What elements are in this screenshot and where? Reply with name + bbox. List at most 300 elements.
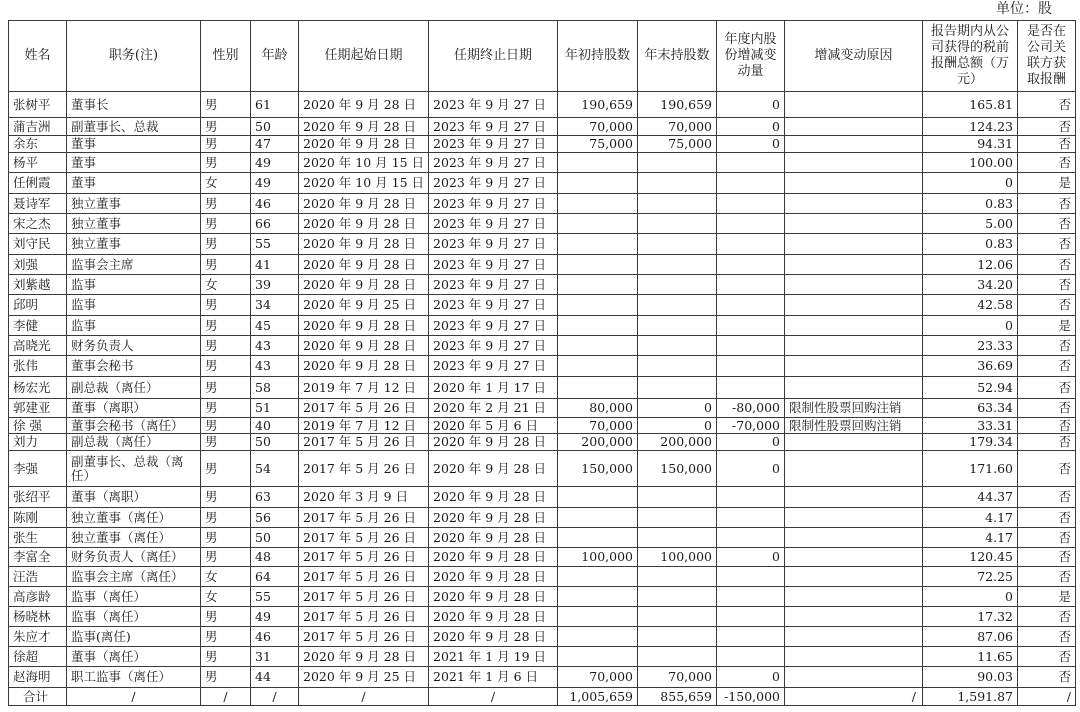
cell-change-reason xyxy=(785,336,923,356)
cell-related-party-pay: 否 xyxy=(1018,607,1076,627)
cell-gender: 男 xyxy=(201,92,251,118)
cell-shares-begin xyxy=(558,336,638,356)
cell-pretax-pay: 1,591.87 xyxy=(923,688,1018,706)
cell-term-start: 2019 年 7 月 12 日 xyxy=(299,377,429,399)
cell-shares-begin xyxy=(558,173,638,194)
table-row xyxy=(9,587,1076,607)
header-shares-begin: 年初持股数 xyxy=(558,21,638,92)
cell-term-start: 2020 年 9 月 28 日 xyxy=(299,647,429,667)
cell-gender: 女 xyxy=(201,567,251,587)
table-row xyxy=(9,336,1076,356)
cell-shares-end: 0 xyxy=(638,399,717,418)
cell-shares-begin xyxy=(558,607,638,627)
cell-related-party-pay: 否 xyxy=(1018,275,1076,295)
cell-term-end: 2020 年 9 月 28 日 xyxy=(429,548,558,567)
cell-gender: 男 xyxy=(201,234,251,255)
table-row xyxy=(9,153,1076,173)
table-row xyxy=(9,356,1076,377)
cell-term-end: 2023 年 9 月 27 日 xyxy=(429,136,558,153)
table-row xyxy=(9,92,1076,118)
header-gender: 性别 xyxy=(201,21,251,92)
cell-change-reason xyxy=(785,173,923,194)
cell-gender: 男 xyxy=(201,377,251,399)
cell-change-reason xyxy=(785,528,923,548)
cell-related-party-pay: 否 xyxy=(1018,487,1076,508)
cell-position: 副董事长、总裁（离任） xyxy=(67,451,201,487)
cell-name: 汪浩 xyxy=(9,567,67,587)
cell-name: 刘守民 xyxy=(9,234,67,255)
cell-related-party-pay: 否 xyxy=(1018,548,1076,567)
cell-pretax-pay: 0.83 xyxy=(923,194,1018,214)
cell-position: 董事（离任） xyxy=(67,647,201,667)
cell-gender: 男 xyxy=(201,214,251,234)
cell-position: 独立董事（离任） xyxy=(67,508,201,528)
cell-related-party-pay: 否 xyxy=(1018,567,1076,587)
cell-shares-begin xyxy=(558,255,638,275)
cell-term-end: 2020 年 1 月 17 日 xyxy=(429,377,558,399)
table-row xyxy=(9,214,1076,234)
cell-age: 49 xyxy=(251,173,299,194)
cell-position: 董事 xyxy=(67,173,201,194)
cell-term-start: 2020 年 3 月 9 日 xyxy=(299,487,429,508)
cell-term-end: 2020 年 9 月 28 日 xyxy=(429,567,558,587)
cell-shares-end xyxy=(638,275,717,295)
cell-term-end: 2023 年 9 月 27 日 xyxy=(429,275,558,295)
cell-position: 董事 xyxy=(67,153,201,173)
cell-shares-begin xyxy=(558,508,638,528)
cell-term-start: 2017 年 5 月 26 日 xyxy=(299,587,429,607)
cell-gender: 男 xyxy=(201,295,251,316)
table-row xyxy=(9,508,1076,528)
cell-age: 48 xyxy=(251,548,299,567)
cell-shares-end: 70,000 xyxy=(638,118,717,136)
cell-related-party-pay: 否 xyxy=(1018,234,1076,255)
cell-change-reason xyxy=(785,627,923,647)
cell-pretax-pay: 165.81 xyxy=(923,92,1018,118)
cell-term-end: 2023 年 9 月 27 日 xyxy=(429,255,558,275)
cell-related-party-pay: 否 xyxy=(1018,508,1076,528)
cell-change-reason xyxy=(785,587,923,607)
cell-name: 杨宏光 xyxy=(9,377,67,399)
cell-name: 张生 xyxy=(9,528,67,548)
cell-share-change xyxy=(717,234,785,255)
cell-shares-begin xyxy=(558,194,638,214)
cell-shares-begin xyxy=(558,487,638,508)
cell-pretax-pay: 44.37 xyxy=(923,487,1018,508)
cell-change-reason xyxy=(785,316,923,336)
cell-term-end: 2020 年 9 月 28 日 xyxy=(429,587,558,607)
cell-gender: 男 xyxy=(201,118,251,136)
cell-term-start: 2020 年 9 月 28 日 xyxy=(299,214,429,234)
cell-term-end: 2023 年 9 月 27 日 xyxy=(429,356,558,377)
table-row xyxy=(9,627,1076,647)
cell-age: 50 xyxy=(251,434,299,451)
cell-pretax-pay: 0 xyxy=(923,587,1018,607)
cell-position: 财务负责人 xyxy=(67,336,201,356)
cell-gender: 男 xyxy=(201,647,251,667)
cell-pretax-pay: 0.83 xyxy=(923,234,1018,255)
cell-name: 余东 xyxy=(9,136,67,153)
cell-term-end: 2023 年 9 月 27 日 xyxy=(429,194,558,214)
cell-age: 44 xyxy=(251,667,299,688)
table-row xyxy=(9,255,1076,275)
cell-shares-end xyxy=(638,356,717,377)
cell-term-start: 2020 年 9 月 28 日 xyxy=(299,255,429,275)
cell-position: 监事（离任） xyxy=(67,607,201,627)
cell-shares-begin: 70,000 xyxy=(558,667,638,688)
cell-term-start: 2020 年 9 月 28 日 xyxy=(299,356,429,377)
cell-name: 高晓光 xyxy=(9,336,67,356)
cell-term-end: 2020 年 9 月 28 日 xyxy=(429,508,558,528)
cell-shares-end: 855,659 xyxy=(638,688,717,706)
cell-change-reason xyxy=(785,434,923,451)
cell-change-reason xyxy=(785,508,923,528)
cell-related-party-pay: / xyxy=(1018,688,1076,706)
cell-shares-begin xyxy=(558,377,638,399)
cell-change-reason: / xyxy=(785,688,923,706)
table-row xyxy=(9,434,1076,451)
cell-share-change xyxy=(717,528,785,548)
cell-position: 监事 xyxy=(67,275,201,295)
cell-term-start: 2019 年 7 月 12 日 xyxy=(299,418,429,434)
cell-shares-end xyxy=(638,153,717,173)
cell-gender: 女 xyxy=(201,173,251,194)
cell-related-party-pay: 否 xyxy=(1018,136,1076,153)
cell-name: 合计 xyxy=(9,688,67,706)
cell-pretax-pay: 34.20 xyxy=(923,275,1018,295)
cell-shares-end: 0 xyxy=(638,418,717,434)
cell-term-end: 2023 年 9 月 27 日 xyxy=(429,214,558,234)
cell-position: 董事（离职） xyxy=(67,487,201,508)
cell-related-party-pay: 否 xyxy=(1018,418,1076,434)
cell-shares-end xyxy=(638,295,717,316)
cell-term-end: 2023 年 9 月 27 日 xyxy=(429,92,558,118)
cell-change-reason xyxy=(785,667,923,688)
cell-name: 张树平 xyxy=(9,92,67,118)
cell-related-party-pay: 是 xyxy=(1018,587,1076,607)
cell-pretax-pay: 23.33 xyxy=(923,336,1018,356)
cell-term-start: 2020 年 9 月 25 日 xyxy=(299,667,429,688)
cell-share-change xyxy=(717,316,785,336)
table-row xyxy=(9,567,1076,587)
cell-pretax-pay: 4.17 xyxy=(923,528,1018,548)
cell-term-start: 2020 年 10 月 15 日 xyxy=(299,173,429,194)
cell-position: 监事（离任） xyxy=(67,587,201,607)
header-term-start: 任期起始日期 xyxy=(299,21,429,92)
cell-term-start: 2020 年 9 月 28 日 xyxy=(299,316,429,336)
cell-shares-end xyxy=(638,173,717,194)
cell-share-change xyxy=(717,255,785,275)
cell-position: 董事 xyxy=(67,136,201,153)
cell-share-change: -70,000 xyxy=(717,418,785,434)
cell-term-start: 2017 年 5 月 26 日 xyxy=(299,434,429,451)
cell-shares-begin xyxy=(558,275,638,295)
cell-term-end: / xyxy=(429,688,558,706)
cell-age: 50 xyxy=(251,118,299,136)
table-row xyxy=(9,548,1076,567)
cell-gender: 男 xyxy=(201,451,251,487)
director-shareholding-table xyxy=(8,20,1076,706)
cell-share-change xyxy=(717,214,785,234)
cell-gender: 男 xyxy=(201,548,251,567)
cell-term-end: 2020 年 9 月 28 日 xyxy=(429,528,558,548)
cell-pretax-pay: 12.06 xyxy=(923,255,1018,275)
cell-gender: 女 xyxy=(201,587,251,607)
cell-position: 副总裁（离任） xyxy=(67,434,201,451)
cell-share-change: 0 xyxy=(717,92,785,118)
cell-shares-end: 150,000 xyxy=(638,451,717,487)
cell-gender: / xyxy=(201,688,251,706)
cell-related-party-pay: 否 xyxy=(1018,399,1076,418)
cell-share-change xyxy=(717,647,785,667)
cell-name: 蒲吉洲 xyxy=(9,118,67,136)
cell-shares-begin xyxy=(558,214,638,234)
cell-shares-end: 200,000 xyxy=(638,434,717,451)
cell-change-reason xyxy=(785,153,923,173)
table-row xyxy=(9,173,1076,194)
cell-term-start: 2020 年 9 月 28 日 xyxy=(299,136,429,153)
cell-pretax-pay: 0 xyxy=(923,173,1018,194)
cell-name: 李富全 xyxy=(9,548,67,567)
cell-change-reason xyxy=(785,451,923,487)
cell-shares-end xyxy=(638,234,717,255)
cell-pretax-pay: 72.25 xyxy=(923,567,1018,587)
cell-age: 49 xyxy=(251,153,299,173)
cell-shares-begin: 150,000 xyxy=(558,451,638,487)
cell-position: 独立董事 xyxy=(67,234,201,255)
total-row xyxy=(9,688,1076,706)
cell-shares-end: 75,000 xyxy=(638,136,717,153)
cell-related-party-pay: 是 xyxy=(1018,316,1076,336)
cell-change-reason xyxy=(785,548,923,567)
cell-shares-begin xyxy=(558,587,638,607)
cell-term-start: 2020 年 9 月 28 日 xyxy=(299,92,429,118)
cell-shares-begin xyxy=(558,528,638,548)
cell-position: / xyxy=(67,688,201,706)
cell-term-end: 2023 年 9 月 27 日 xyxy=(429,295,558,316)
cell-term-end: 2021 年 1 月 6 日 xyxy=(429,667,558,688)
cell-position: 副总裁（离任） xyxy=(67,377,201,399)
cell-age: 58 xyxy=(251,377,299,399)
cell-gender: 男 xyxy=(201,136,251,153)
cell-shares-begin: 75,000 xyxy=(558,136,638,153)
cell-pretax-pay: 100.00 xyxy=(923,153,1018,173)
cell-age: 55 xyxy=(251,587,299,607)
header-pretax-pay: 报告期内从公司获得的税前报酬总额（万元） xyxy=(923,21,1018,92)
cell-term-start: 2020 年 9 月 28 日 xyxy=(299,194,429,214)
cell-shares-begin xyxy=(558,567,638,587)
cell-gender: 女 xyxy=(201,275,251,295)
cell-pretax-pay: 11.65 xyxy=(923,647,1018,667)
cell-pretax-pay: 36.69 xyxy=(923,356,1018,377)
cell-term-end: 2020 年 5 月 6 日 xyxy=(429,418,558,434)
cell-age: 55 xyxy=(251,234,299,255)
cell-shares-begin: 80,000 xyxy=(558,399,638,418)
cell-related-party-pay: 否 xyxy=(1018,377,1076,399)
cell-term-end: 2020 年 9 月 28 日 xyxy=(429,607,558,627)
cell-name: 张伟 xyxy=(9,356,67,377)
cell-term-start: 2020 年 9 月 28 日 xyxy=(299,275,429,295)
table-row xyxy=(9,667,1076,688)
cell-term-end: 2023 年 9 月 27 日 xyxy=(429,336,558,356)
cell-age: 64 xyxy=(251,567,299,587)
cell-shares-end xyxy=(638,316,717,336)
cell-term-end: 2020 年 9 月 28 日 xyxy=(429,487,558,508)
cell-name: 朱应才 xyxy=(9,627,67,647)
header-shares-end: 年末持股数 xyxy=(638,21,717,92)
cell-shares-begin xyxy=(558,316,638,336)
cell-name: 刘紫越 xyxy=(9,275,67,295)
cell-gender: 男 xyxy=(201,528,251,548)
cell-share-change xyxy=(717,336,785,356)
cell-gender: 男 xyxy=(201,607,251,627)
cell-related-party-pay: 否 xyxy=(1018,434,1076,451)
cell-age: 45 xyxy=(251,316,299,336)
cell-shares-end xyxy=(638,528,717,548)
header-name: 姓名 xyxy=(9,21,67,92)
cell-gender: 男 xyxy=(201,399,251,418)
cell-shares-begin xyxy=(558,627,638,647)
cell-age: 61 xyxy=(251,92,299,118)
cell-gender: 男 xyxy=(201,434,251,451)
cell-pretax-pay: 120.45 xyxy=(923,548,1018,567)
cell-shares-begin: 70,000 xyxy=(558,118,638,136)
cell-share-change xyxy=(717,587,785,607)
cell-name: 赵海明 xyxy=(9,667,67,688)
cell-share-change xyxy=(717,487,785,508)
cell-gender: 男 xyxy=(201,153,251,173)
cell-related-party-pay: 否 xyxy=(1018,153,1076,173)
cell-term-end: 2020 年 2 月 21 日 xyxy=(429,399,558,418)
header-change-reason: 增减变动原因 xyxy=(785,21,923,92)
cell-change-reason xyxy=(785,255,923,275)
cell-share-change: 0 xyxy=(717,118,785,136)
cell-change-reason xyxy=(785,356,923,377)
table-row xyxy=(9,316,1076,336)
cell-age: 41 xyxy=(251,255,299,275)
cell-name: 陈刚 xyxy=(9,508,67,528)
cell-shares-end xyxy=(638,487,717,508)
cell-shares-end xyxy=(638,567,717,587)
cell-change-reason xyxy=(785,118,923,136)
table-row xyxy=(9,418,1076,434)
cell-age: 34 xyxy=(251,295,299,316)
cell-related-party-pay: 否 xyxy=(1018,214,1076,234)
cell-position: 董事长 xyxy=(67,92,201,118)
cell-term-start: 2017 年 5 月 26 日 xyxy=(299,567,429,587)
cell-age: 46 xyxy=(251,194,299,214)
cell-change-reason: 限制性股票回购注销 xyxy=(785,399,923,418)
cell-related-party-pay: 是 xyxy=(1018,173,1076,194)
cell-share-change xyxy=(717,377,785,399)
cell-pretax-pay: 63.34 xyxy=(923,399,1018,418)
cell-pretax-pay: 4.17 xyxy=(923,508,1018,528)
cell-related-party-pay: 否 xyxy=(1018,627,1076,647)
cell-name: 杨平 xyxy=(9,153,67,173)
cell-shares-end xyxy=(638,255,717,275)
cell-related-party-pay: 否 xyxy=(1018,647,1076,667)
cell-age: 47 xyxy=(251,136,299,153)
cell-share-change: 0 xyxy=(717,136,785,153)
cell-position: 独立董事 xyxy=(67,214,201,234)
table-body xyxy=(9,92,1076,706)
cell-name: 聂诗军 xyxy=(9,194,67,214)
cell-name: 李健 xyxy=(9,316,67,336)
cell-term-end: 2023 年 9 月 27 日 xyxy=(429,316,558,336)
header-term-end: 任期终止日期 xyxy=(429,21,558,92)
cell-shares-end xyxy=(638,647,717,667)
cell-shares-begin xyxy=(558,647,638,667)
cell-position: 监事会主席 xyxy=(67,255,201,275)
table-row xyxy=(9,487,1076,508)
cell-share-change xyxy=(717,567,785,587)
cell-term-start: 2017 年 5 月 26 日 xyxy=(299,528,429,548)
cell-shares-end xyxy=(638,377,717,399)
cell-name: 宋之杰 xyxy=(9,214,67,234)
cell-name: 刘力 xyxy=(9,434,67,451)
table-row xyxy=(9,295,1076,316)
cell-term-start: 2017 年 5 月 26 日 xyxy=(299,451,429,487)
cell-shares-begin xyxy=(558,153,638,173)
cell-gender: 男 xyxy=(201,508,251,528)
cell-related-party-pay: 否 xyxy=(1018,336,1076,356)
table-row xyxy=(9,647,1076,667)
cell-name: 高彦龄 xyxy=(9,587,67,607)
cell-change-reason xyxy=(785,647,923,667)
cell-age: / xyxy=(251,688,299,706)
cell-term-start: 2017 年 5 月 26 日 xyxy=(299,399,429,418)
cell-age: 40 xyxy=(251,418,299,434)
cell-gender: 男 xyxy=(201,667,251,688)
cell-age: 56 xyxy=(251,508,299,528)
table-row xyxy=(9,136,1076,153)
cell-gender: 男 xyxy=(201,418,251,434)
cell-share-change xyxy=(717,508,785,528)
table-row xyxy=(9,275,1076,295)
cell-shares-end: 70,000 xyxy=(638,667,717,688)
cell-gender: 男 xyxy=(201,255,251,275)
cell-gender: 男 xyxy=(201,627,251,647)
cell-gender: 男 xyxy=(201,356,251,377)
cell-position: 监事(离任) xyxy=(67,627,201,647)
cell-pretax-pay: 87.06 xyxy=(923,627,1018,647)
cell-share-change xyxy=(717,295,785,316)
header-position: 职务(注) xyxy=(67,21,201,92)
cell-share-change: 0 xyxy=(717,434,785,451)
cell-term-end: 2023 年 9 月 27 日 xyxy=(429,153,558,173)
cell-pretax-pay: 124.23 xyxy=(923,118,1018,136)
cell-age: 66 xyxy=(251,214,299,234)
cell-share-change xyxy=(717,194,785,214)
cell-shares-end: 190,659 xyxy=(638,92,717,118)
cell-shares-end xyxy=(638,587,717,607)
cell-age: 46 xyxy=(251,627,299,647)
cell-change-reason xyxy=(785,567,923,587)
cell-position: 监事 xyxy=(67,316,201,336)
cell-term-end: 2020 年 9 月 28 日 xyxy=(429,434,558,451)
cell-related-party-pay: 否 xyxy=(1018,118,1076,136)
cell-position: 副董事长、总裁 xyxy=(67,118,201,136)
cell-pretax-pay: 94.31 xyxy=(923,136,1018,153)
cell-term-start: 2020 年 9 月 25 日 xyxy=(299,295,429,316)
cell-pretax-pay: 5.00 xyxy=(923,214,1018,234)
cell-term-end: 2020 年 9 月 28 日 xyxy=(429,627,558,647)
cell-pretax-pay: 33.31 xyxy=(923,418,1018,434)
cell-change-reason xyxy=(785,194,923,214)
cell-related-party-pay: 否 xyxy=(1018,194,1076,214)
cell-pretax-pay: 179.34 xyxy=(923,434,1018,451)
cell-gender: 男 xyxy=(201,316,251,336)
